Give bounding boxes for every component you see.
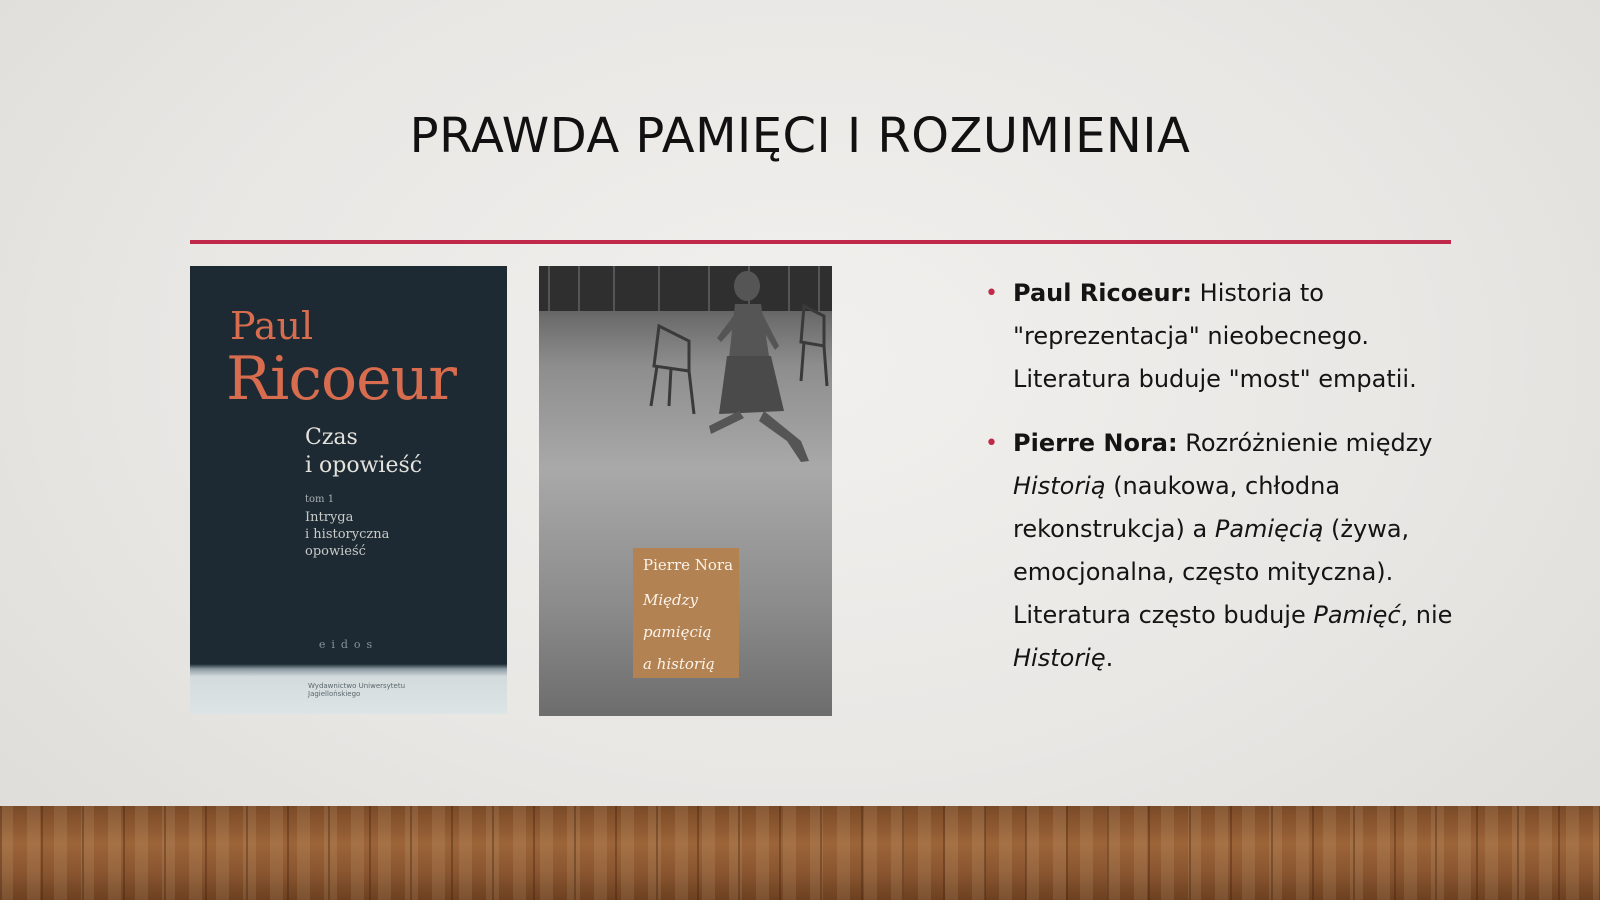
nora-book-cover xyxy=(539,266,832,716)
bullet-list xyxy=(985,272,1455,701)
cover-subtitle-line: opowieść xyxy=(305,544,366,559)
bullet-text: (żywa, emocjonalna, często mityczna). Literatura często buduje xyxy=(1013,515,1410,629)
wooden-floor xyxy=(0,806,1600,900)
slide-title: PRAWDA PAMIĘCI I ROZUMIENIA xyxy=(409,108,1191,164)
cover-title-line: Między xyxy=(643,591,699,609)
bullet-text: . xyxy=(1105,644,1114,672)
title-divider xyxy=(190,240,1451,244)
bullet-emphasis: Historię xyxy=(1013,644,1106,672)
cover-publisher-line: Jagiellońskiego xyxy=(308,690,361,698)
cover-title-line: Czas xyxy=(305,425,358,450)
cover-publisher-line: Wydawnictwo Uniwersytetu xyxy=(308,682,406,690)
cover-title-line: i opowieść xyxy=(305,453,423,478)
cover-author: Pierre Nora xyxy=(643,556,734,574)
cover-volume: tom 1 xyxy=(305,494,335,505)
cover-subtitle-line: Intryga xyxy=(305,510,354,525)
bullet-term: Paul Ricoeur: xyxy=(1013,279,1193,307)
cover-author-first: Paul xyxy=(230,304,314,348)
bullet-text: Rozróżnienie między xyxy=(1177,429,1433,457)
bullet-ricoeur xyxy=(985,272,1455,401)
cover-author-last: Ricoeur xyxy=(226,344,456,414)
cover-publisher xyxy=(308,682,405,698)
cover-imprint: eidos xyxy=(318,638,379,651)
bullet-text: , nie xyxy=(1400,601,1453,629)
cover-title-line: pamięcią xyxy=(643,623,712,641)
bullet-emphasis: Historią xyxy=(1013,472,1106,500)
cover-title-badge xyxy=(633,548,739,678)
bullet-nora xyxy=(985,422,1455,680)
bullet-term: Pierre Nora: xyxy=(1013,429,1178,457)
cover-title xyxy=(643,584,715,680)
cover-title-line: a historią xyxy=(643,655,715,673)
bullet-emphasis: Pamięć xyxy=(1313,601,1401,629)
ricoeur-book-cover xyxy=(190,266,507,714)
cover-subtitle-line: i historyczna xyxy=(305,527,390,542)
bullet-emphasis: Pamięcią xyxy=(1214,515,1324,543)
cover-title xyxy=(305,424,422,480)
bullet-text: (naukowa, chłodna rekonstrukcja) a xyxy=(1013,472,1341,543)
bullet-text: Historia to "reprezentacja" nieobecnego. Literatura buduje "most" empatii. xyxy=(1013,279,1417,393)
cover-subtitle xyxy=(305,509,389,560)
